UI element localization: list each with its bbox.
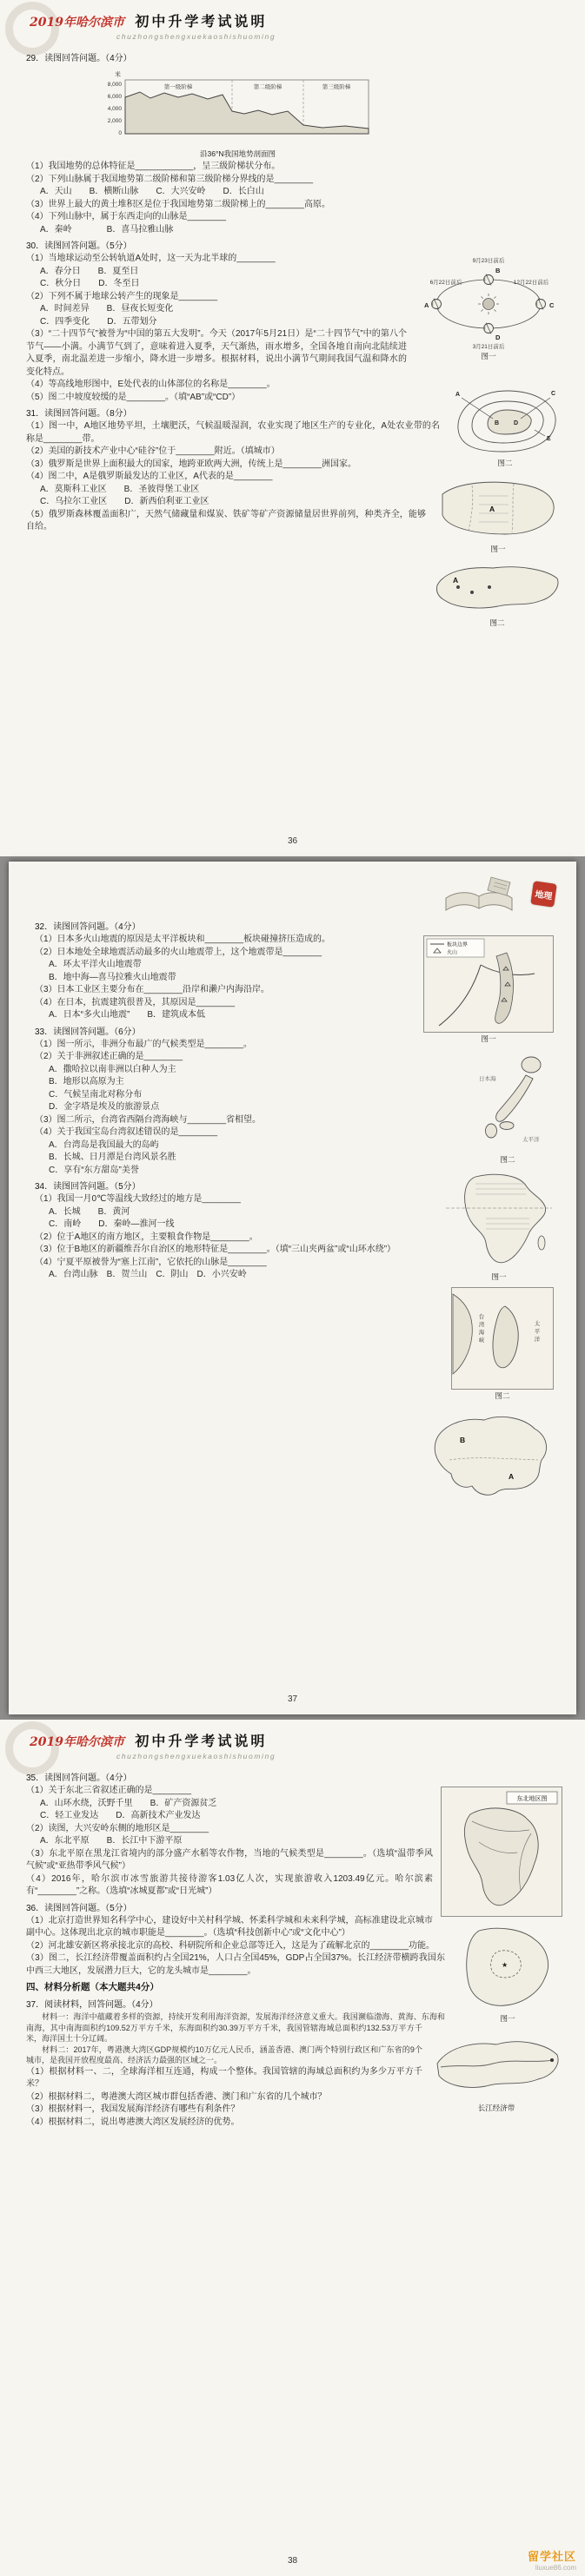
page-36 bbox=[0, 0, 585, 856]
page-content bbox=[0, 1765, 585, 2129]
russia-map-svg bbox=[432, 559, 562, 617]
question-line: （4）等高线地形图中，E处代表的山体部位的名称是________。 bbox=[26, 380, 276, 389]
question-line: （1）当地球运动至公转轨道A处时，这一天为北半球的________ bbox=[26, 254, 276, 263]
figure-caption: 图一 bbox=[491, 1272, 507, 1281]
svg-text:6月22日前后: 6月22日前后 bbox=[429, 280, 462, 286]
question-line: （1）关于东北三省叙述正确的是________ bbox=[26, 1786, 192, 1795]
figure-africa bbox=[444, 1170, 554, 1282]
option-row: A．山环水绕，沃野千里 B．矿产资源贫乏 bbox=[40, 1798, 217, 1808]
question-title: 29．读图回答问题。（4分） bbox=[26, 54, 132, 63]
watermark-logo-text: 留学社区 bbox=[527, 2550, 576, 2563]
question-line: （3）图二，长江经济带覆盖面积约占全国21%，人口占全国45%，GDP占全国37%。长江经济带横跨我国东中西三大地区，发展潜力巨大，它的龙头城市是________。 bbox=[26, 1953, 445, 1976]
northeast-map-svg bbox=[441, 1787, 562, 1917]
figure-taiwan bbox=[451, 1287, 554, 1401]
question-line: （5）俄罗斯森林覆盖面积广，天然气储藏量和煤炭、铁矿等矿产资源储量居世界前列，种类齐全，能够自给。 bbox=[26, 509, 426, 532]
material-paragraph: 材料一：海洋中蕴藏着多样的资源，持续开发利用海洋资源，发展海洋经济意义重大。我国濒临渤海、黄海、东海和南海，其中南海面积约109.52万平方千米，东海面积约30.39万平方千米，我国管辖海域总面积约132.53万平方千米，海洋国土十分辽阔。 bbox=[26, 2012, 445, 2043]
option-row: A．台湾山脉 B．贺兰山 C．阴山 D．小兴安岭 bbox=[49, 1270, 247, 1279]
option-row: A．东北平原 B．长江中下游平原 bbox=[40, 1836, 183, 1846]
usa-map-svg bbox=[434, 473, 562, 543]
svg-text:C: C bbox=[551, 391, 556, 397]
page-content bbox=[9, 862, 576, 1481]
option-row: A．环太平洋火山地震带 bbox=[49, 960, 142, 969]
option-row: C．乌拉尔工业区 D．新西伯利亚工业区 bbox=[40, 497, 209, 506]
svg-text:A: A bbox=[509, 1472, 515, 1481]
figure-caption: 长江经济带 bbox=[477, 2104, 515, 2112]
section-title: 四、材料分析题（本大题共4分） bbox=[26, 1982, 159, 1992]
figure-caption: 图一 bbox=[481, 1034, 496, 1043]
question-title: 30．读图回答问题。（5分） bbox=[26, 241, 132, 251]
svg-text:2,000: 2,000 bbox=[107, 118, 122, 124]
svg-text:太平洋: 太平洋 bbox=[522, 1137, 540, 1143]
exam-header bbox=[0, 1720, 585, 1765]
svg-text:火山: 火山 bbox=[447, 950, 458, 956]
option-row: B．长城、日月潭是台湾风景名胜 bbox=[49, 1153, 176, 1162]
option-row: A．撒哈拉以南非洲以白种人为主 bbox=[49, 1064, 176, 1074]
exam-year-city: 2019年哈尔滨市 bbox=[30, 16, 124, 30]
svg-text:板块边界: 板块边界 bbox=[447, 942, 469, 948]
exam-year-city: 2019年哈尔滨市 bbox=[30, 1735, 124, 1749]
material-paragraph: 材料二：2017年，粤港澳大湾区GDP规模约10万亿元人民币，涵盖香港、澳门两个特别行政区和广东省的9个城市，是我国开放程度最高、经济活力最强的区域之一。 bbox=[26, 2044, 422, 2064]
figure-caption: 图一 bbox=[481, 352, 496, 360]
svg-text:A: A bbox=[424, 301, 429, 309]
question-line: （3）俄罗斯是世界上面积最大的国家，地跨亚欧两大洲，传统上是________洲国家。 bbox=[26, 459, 357, 469]
question-line: （2）读图，大兴安岭东侧的地形区是________ bbox=[26, 1823, 209, 1833]
question-line: （2）日本地处全球地震活动最多的火山地震带上，这个地震带是________ bbox=[35, 947, 322, 957]
option-row: A．台湾岛是我国最大的岛屿 bbox=[49, 1139, 159, 1150]
question-title: 33．读图回答问题。（6分） bbox=[35, 1027, 141, 1037]
question-line: （2）美国的新技术产业中心“硅谷”位于________附近。（填城市） bbox=[26, 446, 280, 456]
option-row: C．四季变化 D．五带划分 bbox=[40, 316, 157, 327]
question-line: （4）根据材料二，说出粤港澳大湾区发展经济的优势。 bbox=[26, 2117, 240, 2127]
subject-stamp-label: 地理 bbox=[534, 889, 553, 902]
svg-text:4,000: 4,000 bbox=[107, 106, 122, 112]
svg-text:6,000: 6,000 bbox=[107, 94, 122, 100]
svg-text:★: ★ bbox=[502, 1961, 509, 1969]
japan-islands-map-svg bbox=[462, 1049, 554, 1153]
question-line: （3）根据材料一，我国发展海洋经济有哪些有利条件？ bbox=[26, 2104, 240, 2114]
header-line bbox=[30, 10, 585, 30]
figure-caption: 图二 bbox=[489, 618, 505, 627]
svg-text:日本海: 日本海 bbox=[479, 1076, 496, 1082]
question-title: 31．读图回答问题。（8分） bbox=[26, 409, 132, 419]
figure-jingjinji bbox=[453, 1922, 562, 2024]
svg-text:B: B bbox=[460, 1436, 466, 1444]
option-row: B．地形以高原为主 bbox=[49, 1077, 124, 1087]
figure-orbit bbox=[415, 254, 562, 361]
option-row: A．莫斯科工业区 B．圣彼得堡工业区 bbox=[40, 484, 200, 494]
page-content bbox=[0, 45, 585, 627]
svg-text:D: D bbox=[495, 334, 501, 341]
question-line: （1）我国一月0℃等温线大致经过的地方是________ bbox=[35, 1194, 241, 1204]
option-row: C．秋分日 D．冬至日 bbox=[40, 279, 140, 288]
question-line: （2）河北雄安新区将承接北京的高校、科研院所和企业总部等迁入，这是为了疏解北京的________功能。 bbox=[26, 1940, 435, 1951]
question-line: （3）位于B地区的新疆维吾尔自治区的地形特征是________。（填“三山夹两盆”或“山环水绕”） bbox=[35, 1245, 396, 1254]
exam-title: 初中升学考试说明 bbox=[135, 1734, 268, 1749]
taiwan-map-svg bbox=[451, 1287, 554, 1390]
svg-text:第一级阶梯: 第一级阶梯 bbox=[163, 84, 192, 90]
svg-text:台: 台 bbox=[478, 1314, 485, 1320]
contour-map-svg bbox=[448, 380, 562, 457]
exam-title-pinyin: chuzhongshengxuekaoshishuoming bbox=[116, 32, 276, 41]
figure-usa bbox=[434, 473, 562, 554]
svg-text:峡: 峡 bbox=[478, 1338, 485, 1344]
figure-profile bbox=[26, 68, 562, 159]
question-line: （3）日本工业区主要分布在________沿岸和濑户内海沿岸。 bbox=[35, 985, 270, 994]
terrain-profile-svg bbox=[95, 68, 382, 148]
figure-caption: 沿36°N我国地势剖面图 bbox=[200, 149, 276, 158]
svg-text:D: D bbox=[514, 420, 519, 426]
question-line: （4）2016年，哈尔滨市冰雪旅游共接待游客1.03亿人次，实现旅游收入1203.49亿元。哈尔滨素有“________”之称。（选填“冰城夏都”或“日光城”） bbox=[26, 1873, 433, 1896]
question-title: 34．读图回答问题。（5分） bbox=[35, 1182, 141, 1192]
svg-text:米: 米 bbox=[114, 72, 121, 78]
option-row: C．气候呈南北对称分布 bbox=[49, 1089, 143, 1100]
svg-text:E: E bbox=[547, 436, 551, 442]
figure-caption: 图二 bbox=[500, 1155, 515, 1164]
question-line: （3）东北平原在黑龙江省境内的部分盛产水稻等农作物，当地的气候类型是________。（选填“温带季风气候”或“亚热带季风气候”） bbox=[26, 1848, 433, 1871]
question-line: （2）根据材料二，粤港澳大湾区城市群包括香港、澳门和广东省的几个城市？ bbox=[26, 2091, 327, 2102]
svg-text:B: B bbox=[495, 420, 500, 426]
page-38 bbox=[0, 1720, 585, 2576]
question-line: （1）图一中，A地区地势平坦，土壤肥沃，气候温暖湿润，农业实现了地区生产的专业化，A处农业带的名称是________带。 bbox=[26, 421, 440, 444]
page-number: 38 bbox=[287, 2556, 298, 2566]
question-line: （4）在日本，抗震建筑很普及，其原因是________ bbox=[35, 997, 236, 1007]
question-line: （1）根据材料一、二，全球海洋相互连通，构成一个整体。我国管辖的海域总面积约为多少万平方千米？ bbox=[26, 2066, 422, 2089]
page-number: 37 bbox=[287, 1694, 298, 1704]
question-line: （5）图二中坡度较缓的是________。（填“AB”或“CD”） bbox=[26, 392, 241, 402]
page-37 bbox=[9, 862, 576, 1714]
exam-title-pinyin: chuzhongshengxuekaoshishuoming bbox=[116, 1752, 276, 1760]
question-line: （2）下列不属于地球公转产生的现象是________ bbox=[26, 291, 218, 301]
question-line: （4）关于我国宝岛台湾叙述错误的是________ bbox=[35, 1127, 218, 1137]
africa-map-svg bbox=[444, 1170, 554, 1271]
question-line: （1）我国地势的总体特征是____________，呈三级阶梯状分布。 bbox=[26, 162, 281, 171]
question-title: 37．阅读材料，回答问题。（4分） bbox=[26, 2000, 158, 2010]
svg-text:太: 太 bbox=[534, 1321, 541, 1327]
exam-header bbox=[0, 0, 585, 45]
question-title: 35．读图回答问题。（4分） bbox=[26, 1773, 132, 1783]
question-line: （2）位于A地区的南方地区，主要粮食作物是________。 bbox=[35, 1232, 258, 1242]
option-row: C．南岭 D．秦岭—淮河一线 bbox=[49, 1219, 175, 1229]
option-row: A．长城 B．黄河 bbox=[49, 1206, 130, 1217]
page-number: 36 bbox=[287, 836, 298, 846]
yangtze-map-svg bbox=[430, 2029, 562, 2102]
svg-text:3月21日前后: 3月21日前后 bbox=[472, 344, 505, 350]
question-line: （2）关于非洲叙述正确的是________ bbox=[35, 1052, 183, 1061]
china-map-svg bbox=[423, 1406, 554, 1502]
figure-caption: 图一 bbox=[500, 2014, 515, 2023]
svg-text:A: A bbox=[453, 576, 459, 585]
svg-text:0: 0 bbox=[117, 130, 122, 136]
option-row: A．春分日 B．夏至日 bbox=[40, 266, 139, 276]
question-line: （4）图二中，A是俄罗斯最发达的工业区，A代表的是________ bbox=[26, 472, 273, 481]
figure-caption: 图二 bbox=[497, 459, 513, 467]
option-row: A．时间差异 B．昼夜长短变化 bbox=[40, 304, 174, 314]
svg-text:平: 平 bbox=[534, 1329, 541, 1335]
svg-text:9月23日前后: 9月23日前后 bbox=[472, 258, 505, 264]
svg-text:第二级阶梯: 第二级阶梯 bbox=[253, 84, 282, 90]
option-row: A．秦岭 B．喜马拉雅山脉 bbox=[40, 224, 174, 234]
svg-text:C: C bbox=[549, 301, 555, 309]
svg-text:A: A bbox=[489, 505, 495, 513]
japan-plates-map-svg bbox=[423, 935, 554, 1033]
earth-revolution-svg bbox=[415, 254, 562, 350]
question-title: 36．读图回答问题。（5分） bbox=[26, 1903, 132, 1913]
svg-text:12月22日前后: 12月22日前后 bbox=[513, 280, 549, 286]
svg-text:东北地区图: 东北地区图 bbox=[516, 1796, 548, 1802]
figure-japan-islands bbox=[462, 1049, 554, 1165]
svg-text:A: A bbox=[455, 392, 461, 398]
figure-japan-plates bbox=[423, 935, 554, 1044]
watermark-url: liuxue86.com bbox=[535, 2564, 576, 2572]
question-line: （1）图一所示，非洲分布最广的气候类型是________。 bbox=[35, 1039, 253, 1049]
question-line: （4）宁夏平原被誉为“塞上江南”，它依托的山脉是________ bbox=[35, 1257, 267, 1267]
figure-yangtze bbox=[430, 2029, 562, 2113]
option-row: C．享有“东方甜岛”美誉 bbox=[49, 1165, 139, 1175]
question-line: （3）“二十四节气”被誉为“中国的第五大发明”。今天（2017年5月21日）是“二十四节气”中的第八个节气——小满。小满节气到了，意味着进入夏季，天气渐热，雨水增多，全国各地自南向北陆续进入夏季，南北温差进一步缩小，降水进一步增多。根据材料，说出小满节气期间我国气温和降水的变化特点。 bbox=[26, 329, 407, 377]
question-title: 32．读图回答问题。（4分） bbox=[35, 922, 141, 932]
svg-text:B: B bbox=[495, 267, 501, 274]
svg-text:湾: 湾 bbox=[478, 1322, 485, 1328]
option-row: D．金字塔是埃及的旅游景点 bbox=[49, 1102, 160, 1112]
figure-caption: 图一 bbox=[490, 545, 506, 553]
question-line: （2）下列山脉属于我国地势第二级阶梯和第三级阶梯分界线的是________ bbox=[26, 174, 314, 184]
option-row: C．轻工业发达 D．高新技术产业发达 bbox=[40, 1811, 201, 1820]
question-line: （3）图二所示，台湾省西隔台湾海峡与________省相望。 bbox=[35, 1114, 262, 1125]
svg-text:洋: 洋 bbox=[534, 1337, 541, 1343]
figure-northeast bbox=[441, 1787, 562, 1917]
site-watermark bbox=[528, 2547, 576, 2572]
option-row: A．天山 B．横断山脉 C．大兴安岭 D．长白山 bbox=[40, 187, 264, 196]
figure-caption: 图二 bbox=[495, 1391, 510, 1400]
question-line: （1）日本多火山地震的原因是太平洋板块和________板块碰撞挤压造成的。 bbox=[35, 935, 331, 944]
figure-contour bbox=[448, 380, 562, 468]
question-line: （3）世界上最大的黄土堆积区是位于我国地势第二级阶梯上的________高原。 bbox=[26, 199, 331, 209]
option-row: B．地中海—喜马拉雅火山地震带 bbox=[49, 972, 176, 982]
svg-text:海: 海 bbox=[478, 1330, 485, 1336]
figure-china bbox=[423, 1406, 554, 1502]
jingjinji-map-svg bbox=[453, 1922, 562, 2012]
svg-text:8,000: 8,000 bbox=[107, 82, 122, 88]
header-line bbox=[30, 1730, 585, 1750]
option-row: A．日本“多火山地震” B．建筑成本低 bbox=[49, 1010, 205, 1020]
figure-russia bbox=[432, 559, 562, 628]
question-line: （1）北京打造世界知名科学中心，建设好中关村科学城、怀柔科学城和未来科学城，高标准建设北京城市副中心。这体现出北京的城市职能是________。（选填“科技创新中心”或“文化中心”） bbox=[26, 1915, 433, 1938]
question-line: （4）下列山脉中，属于东西走向的山脉是________ bbox=[26, 212, 227, 221]
svg-text:第三级阶梯: 第三级阶梯 bbox=[322, 84, 350, 90]
exam-title: 初中升学考试说明 bbox=[135, 15, 268, 30]
